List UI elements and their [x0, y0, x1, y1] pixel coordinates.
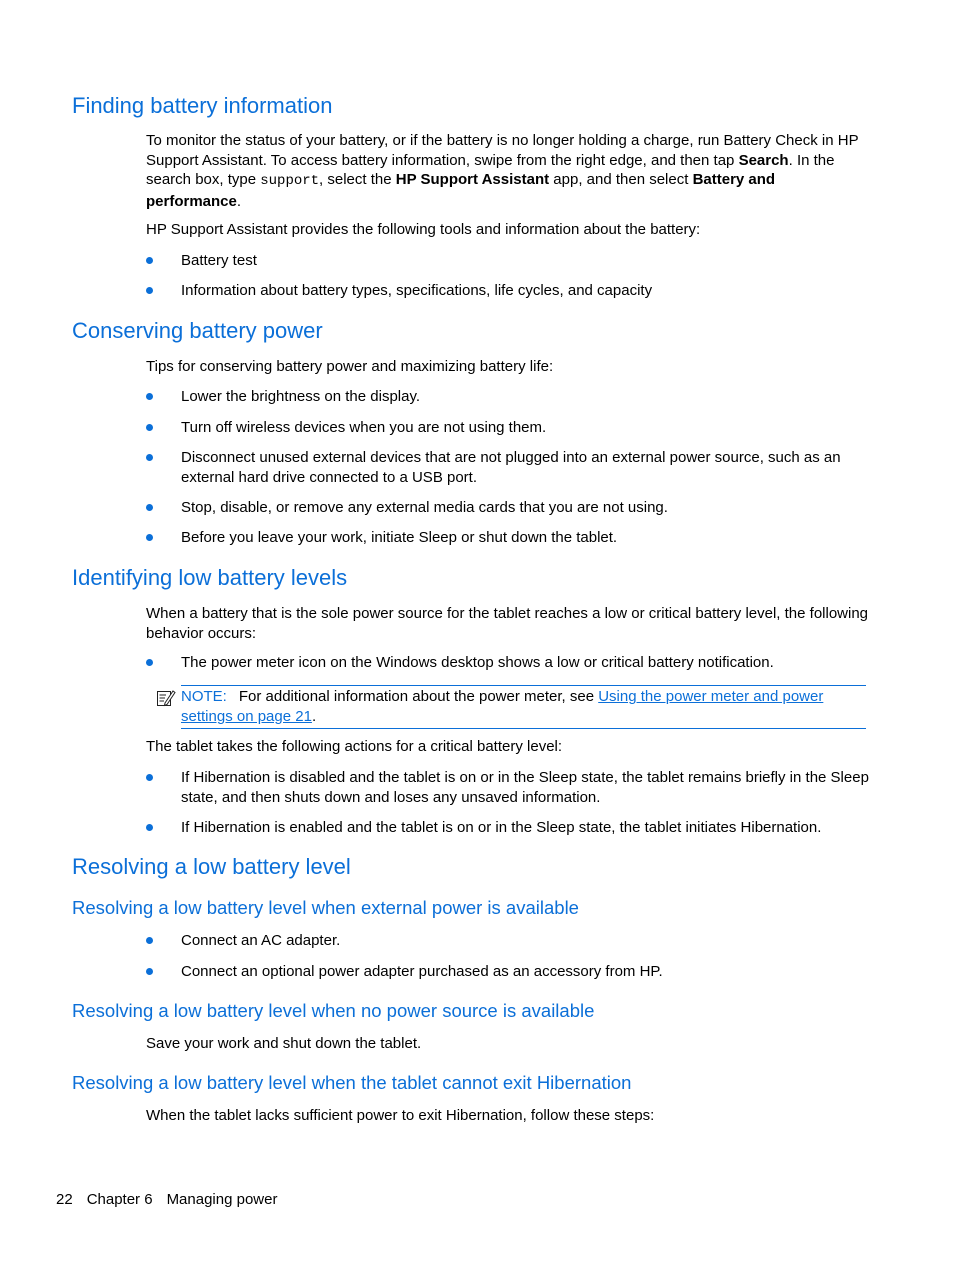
- subheading-cannot-exit-hibernation: Resolving a low battery level when the tablet cannot exit Hibernation: [72, 1072, 632, 1093]
- heading-resolving-low-battery-level: Resolving a low battery level: [72, 854, 351, 879]
- bullet-dot-icon: [146, 534, 153, 541]
- heading-finding-battery-information: Finding battery information: [72, 93, 333, 118]
- no-power-paragraph: Save your work and shut down the tablet.: [146, 1035, 422, 1052]
- subheading-external-power-available: Resolving a low battery level when external power is available: [72, 897, 579, 918]
- bullet-dot-icon: [146, 937, 153, 944]
- bold-search: Search: [738, 151, 789, 169]
- bullet-dot-icon: [146, 659, 153, 666]
- list-item: [146, 418, 870, 438]
- list-item-text: If Hibernation is disabled and the tablet is on or in the Sleep state, the tablet remains briefly in the Sleep state, and then shuts down and loses any unsaved information.: [181, 769, 869, 806]
- text: . In the search box, type: [146, 151, 835, 189]
- list-item: [146, 498, 870, 518]
- bullet-dot-icon: [146, 504, 153, 511]
- bold-hp-support-assistant: HP Support Assistant: [395, 171, 550, 189]
- bullet-dot-icon: [146, 257, 153, 264]
- list-item: [146, 818, 870, 838]
- list-item-text: Before you leave your work, initiate Sleep or shut down the tablet.: [181, 529, 618, 546]
- bold-battery-and-performance: Battery and performance: [146, 171, 776, 211]
- text: .: [236, 193, 242, 211]
- note-box: [181, 685, 866, 729]
- list-item-text: Stop, disable, or remove any external media cards that you are not using.: [181, 499, 668, 516]
- list-item: [146, 962, 870, 982]
- code-support: support: [260, 173, 320, 190]
- page-footer: [56, 1191, 291, 1208]
- list-item-text: If Hibernation is enabled and the tablet is on or in the Sleep state, the tablet initiates Hibernation.: [181, 819, 822, 836]
- list-item-text: Connect an optional power adapter purchased as an accessory from HP.: [181, 963, 663, 980]
- note-text: [181, 687, 866, 726]
- subheading-no-power-source-available: Resolving a low battery level when no power source is available: [72, 1000, 595, 1021]
- list-item-text: Lower the brightness on the display.: [181, 388, 421, 405]
- note-end: .: [311, 707, 317, 725]
- list-item-text: Disconnect unused external devices that are not plugged into an external power source, such as an external hard drive connected to a USB port.: [181, 449, 841, 486]
- text: To monitor the status of your battery, or if the battery is no longer holding a charge, run Battery Check in HP Support Assistant. To access battery information, swipe from the right edge, and then tap: [146, 132, 859, 169]
- chapter-label: Chapter 6: [86, 1191, 153, 1208]
- bullet-dot-icon: [146, 968, 153, 975]
- list-item-text: Battery test: [181, 252, 257, 269]
- list-item-text: The power meter icon on the Windows desktop shows a low or critical battery notification.: [181, 654, 774, 671]
- chapter-title: Managing power: [166, 1191, 278, 1208]
- bullet-dot-icon: [146, 287, 153, 294]
- list-item: [146, 768, 870, 807]
- power-meter-settings-link[interactable]: Using the power meter and power settings on page 21: [181, 688, 824, 725]
- bullet-dot-icon: [146, 824, 153, 831]
- bullet-dot-icon: [146, 774, 153, 781]
- bullet-dot-icon: [146, 393, 153, 400]
- note-label: NOTE:: [181, 688, 227, 705]
- list-item: [146, 387, 870, 407]
- identifying-paragraph-2: The tablet takes the following actions for a critical battery level:: [146, 738, 563, 755]
- note-body-text: For additional information about the power meter, see: [238, 688, 599, 705]
- bullet-dot-icon: [146, 454, 153, 461]
- list-item: [146, 653, 870, 673]
- identifying-paragraph-1: When a battery that is the sole power source for the tablet reaches a low or critical battery level, the following behavior occurs:: [146, 605, 869, 642]
- finding-paragraph-1: [146, 131, 870, 212]
- text: , select the: [319, 171, 396, 189]
- heading-identifying-low-battery-levels: Identifying low battery levels: [72, 565, 348, 590]
- list-item: [146, 251, 870, 271]
- heading-conserving-battery-power: Conserving battery power: [72, 318, 323, 343]
- list-item-text: Information about battery types, specifications, life cycles, and capacity: [181, 282, 653, 299]
- hibernation-paragraph: When the tablet lacks sufficient power to exit Hibernation, follow these steps:: [146, 1107, 655, 1124]
- list-item-text: Connect an AC adapter.: [181, 932, 341, 949]
- list-item: [146, 931, 870, 951]
- list-item-text: Turn off wireless devices when you are not using them.: [181, 419, 547, 436]
- bullet-dot-icon: [146, 424, 153, 431]
- conserving-paragraph-1: Tips for conserving battery power and maximizing battery life:: [146, 358, 554, 375]
- finding-paragraph-2: HP Support Assistant provides the following tools and information about the battery:: [146, 221, 701, 238]
- list-item: [146, 528, 870, 548]
- text: app, and then select: [549, 171, 693, 189]
- note-pencil-icon: [156, 688, 176, 708]
- page-number: 22: [56, 1191, 73, 1208]
- list-item: [146, 281, 870, 301]
- list-item: [146, 448, 870, 487]
